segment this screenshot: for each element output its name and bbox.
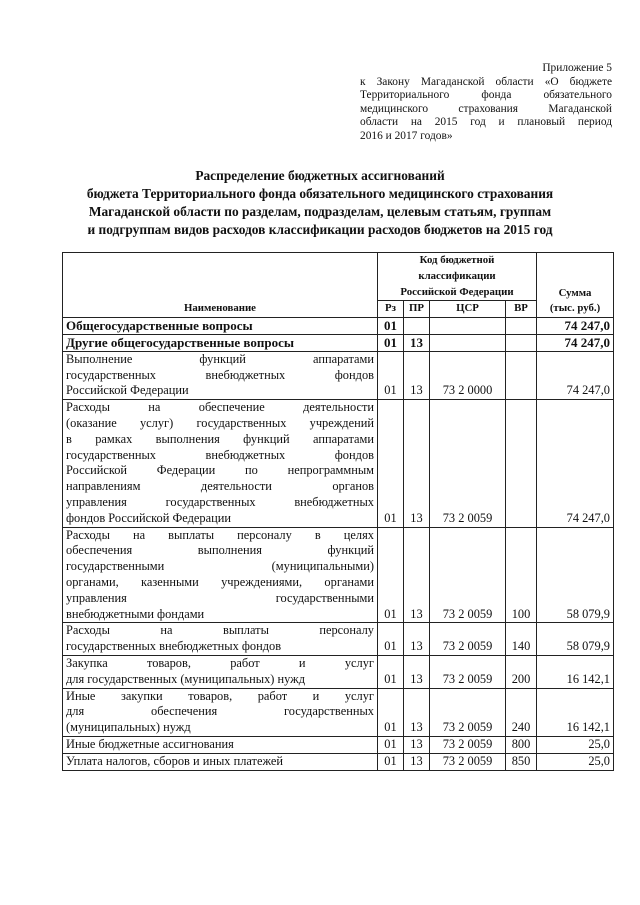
row-name-line: Российской Федерации xyxy=(66,383,189,398)
row-name xyxy=(63,527,378,623)
row-name-line: внебюджетными фондами xyxy=(66,606,205,621)
row-name xyxy=(63,753,378,770)
row-csr: 73 2 0059 xyxy=(430,736,506,753)
row-sum: 74 247,0 xyxy=(537,318,614,335)
row-name-line: управления государственных внебюджетных xyxy=(66,494,374,509)
row-csr: 73 2 0059 xyxy=(430,655,506,688)
row-name-line: Российской Федерации по непрограммным xyxy=(66,463,374,478)
row-name xyxy=(63,655,378,688)
row-rz: 01 xyxy=(378,736,404,753)
row-name xyxy=(63,334,378,351)
row-name xyxy=(63,351,378,399)
row-name xyxy=(63,623,378,656)
row-csr: 73 2 0000 xyxy=(430,351,506,399)
row-vr: 200 xyxy=(506,655,537,688)
row-rz: 01 xyxy=(378,753,404,770)
row-pr xyxy=(404,318,430,335)
row-vr xyxy=(506,351,537,399)
table-row xyxy=(63,351,614,399)
document-title xyxy=(40,167,600,239)
row-rz: 01 xyxy=(378,655,404,688)
header-csr: ЦСР xyxy=(430,301,506,318)
row-vr xyxy=(506,334,537,351)
row-vr: 850 xyxy=(506,753,537,770)
row-sum: 58 079,9 xyxy=(537,623,614,656)
row-name-line: (оказание услуг) государственных учреждений xyxy=(66,415,374,430)
row-pr: 13 xyxy=(404,688,430,736)
row-csr xyxy=(430,318,506,335)
row-vr: 140 xyxy=(506,623,537,656)
row-name-line: Расходы на обеспечение деятельности xyxy=(66,400,374,415)
header-code: Код бюджетной классификации Российской Федерации xyxy=(378,253,537,301)
table-row xyxy=(63,318,614,335)
row-pr: 13 xyxy=(404,736,430,753)
table-row xyxy=(63,688,614,736)
row-name xyxy=(63,736,378,753)
row-sum: 58 079,9 xyxy=(537,527,614,623)
row-sum: 74 247,0 xyxy=(537,400,614,527)
row-rz: 01 xyxy=(378,400,404,527)
table-row xyxy=(63,334,614,351)
table-row xyxy=(63,400,614,527)
row-name-line: для обеспечения государственных xyxy=(66,704,374,719)
row-name-line: в рамках выполнения функций аппаратами xyxy=(66,431,374,446)
row-name-line: фондов Российской Федерации xyxy=(66,510,231,525)
row-name-line: (муниципальных) нужд xyxy=(66,720,191,735)
row-name-line: Расходы на выплаты персоналу в целях xyxy=(66,527,374,542)
row-pr: 13 xyxy=(404,351,430,399)
row-pr: 13 xyxy=(404,334,430,351)
header-pr: ПР xyxy=(404,301,430,318)
row-rz: 01 xyxy=(378,527,404,623)
header-vr: ВР xyxy=(506,301,537,318)
row-name-line: обеспечения выполнения функций xyxy=(66,543,374,558)
title-line: Магаданской области по разделам, подразделам, целевым статьям, группам xyxy=(88,204,552,219)
row-name-line: Закупка товаров, работ и услуг xyxy=(66,655,374,670)
row-pr: 13 xyxy=(404,753,430,770)
appendix-line: 2016 и 2017 годов» xyxy=(360,129,453,142)
title-line: бюджета Территориального фонда обязательного медицинского страхования xyxy=(86,186,554,201)
budget-table xyxy=(62,252,614,771)
row-csr: 73 2 0059 xyxy=(430,753,506,770)
row-sum: 16 142,1 xyxy=(537,655,614,688)
row-csr: 73 2 0059 xyxy=(430,623,506,656)
row-name-line: управления государственными xyxy=(66,590,374,605)
row-name xyxy=(63,318,378,335)
row-rz: 01 xyxy=(378,623,404,656)
row-sum: 74 247,0 xyxy=(537,334,614,351)
row-name-line: государственных внебюджетных фондов xyxy=(66,367,374,382)
table-row xyxy=(63,623,614,656)
table-row xyxy=(63,655,614,688)
row-pr: 13 xyxy=(404,400,430,527)
row-name xyxy=(63,688,378,736)
title-line: Распределение бюджетных ассигнований xyxy=(195,168,445,183)
row-name-line: Другие общегосударственные вопросы xyxy=(66,334,294,350)
row-vr xyxy=(506,318,537,335)
row-vr: 800 xyxy=(506,736,537,753)
appendix-line: к Закону Магаданской области «О бюджете xyxy=(360,75,612,88)
table-row xyxy=(63,527,614,623)
row-vr: 100 xyxy=(506,527,537,623)
row-rz: 01 xyxy=(378,351,404,399)
row-name-line: для государственных (муниципальных) нужд xyxy=(66,671,306,686)
header-sum: Сумма (тыс. руб.) xyxy=(537,253,614,318)
table-row xyxy=(63,753,614,770)
row-name-line: Общегосударственные вопросы xyxy=(66,318,253,334)
row-name-line: направлениям деятельности органов xyxy=(66,479,374,494)
row-vr xyxy=(506,400,537,527)
header-name: Наименование xyxy=(63,253,378,318)
row-name-line: Расходы на выплаты персоналу xyxy=(66,623,374,638)
row-sum: 25,0 xyxy=(537,753,614,770)
row-rz: 01 xyxy=(378,688,404,736)
row-csr: 73 2 0059 xyxy=(430,527,506,623)
appendix-note xyxy=(360,62,612,144)
appendix-line: Приложение 5 xyxy=(542,62,612,74)
appendix-line: области на 2015 год и плановый период xyxy=(360,116,612,129)
row-name-line: Уплата налогов, сборов и иных платежей xyxy=(66,753,284,768)
table-row xyxy=(63,736,614,753)
row-pr: 13 xyxy=(404,527,430,623)
row-name-line: органами, казенными учреждениями, органами xyxy=(66,574,374,589)
row-rz: 01 xyxy=(378,318,404,335)
row-name-line: Иные закупки товаров, работ и услуг xyxy=(66,688,374,703)
title-line: и подгруппам видов расходов классификации расходов бюджетов на 2015 год xyxy=(87,222,553,237)
appendix-line: медицинского страхования Магаданской xyxy=(360,102,612,115)
row-name xyxy=(63,400,378,527)
table-body xyxy=(63,318,614,770)
row-sum: 25,0 xyxy=(537,736,614,753)
row-sum: 16 142,1 xyxy=(537,688,614,736)
row-name-line: государственных внебюджетных фондов xyxy=(66,447,374,462)
row-pr: 13 xyxy=(404,655,430,688)
row-pr: 13 xyxy=(404,623,430,656)
row-name-line: государственными (муниципальными) xyxy=(66,559,374,574)
row-sum: 74 247,0 xyxy=(537,351,614,399)
header-rz: Рз xyxy=(378,301,404,318)
row-name-line: Выполнение функций аппаратами xyxy=(66,351,374,366)
row-csr xyxy=(430,334,506,351)
appendix-line: Территориального фонда обязательного xyxy=(360,89,612,102)
row-name-line: Иные бюджетные ассигнования xyxy=(66,736,234,751)
row-csr: 73 2 0059 xyxy=(430,400,506,527)
row-csr: 73 2 0059 xyxy=(430,688,506,736)
row-rz: 01 xyxy=(378,334,404,351)
row-name-line: государственных внебюджетных фондов xyxy=(66,639,282,654)
row-vr: 240 xyxy=(506,688,537,736)
